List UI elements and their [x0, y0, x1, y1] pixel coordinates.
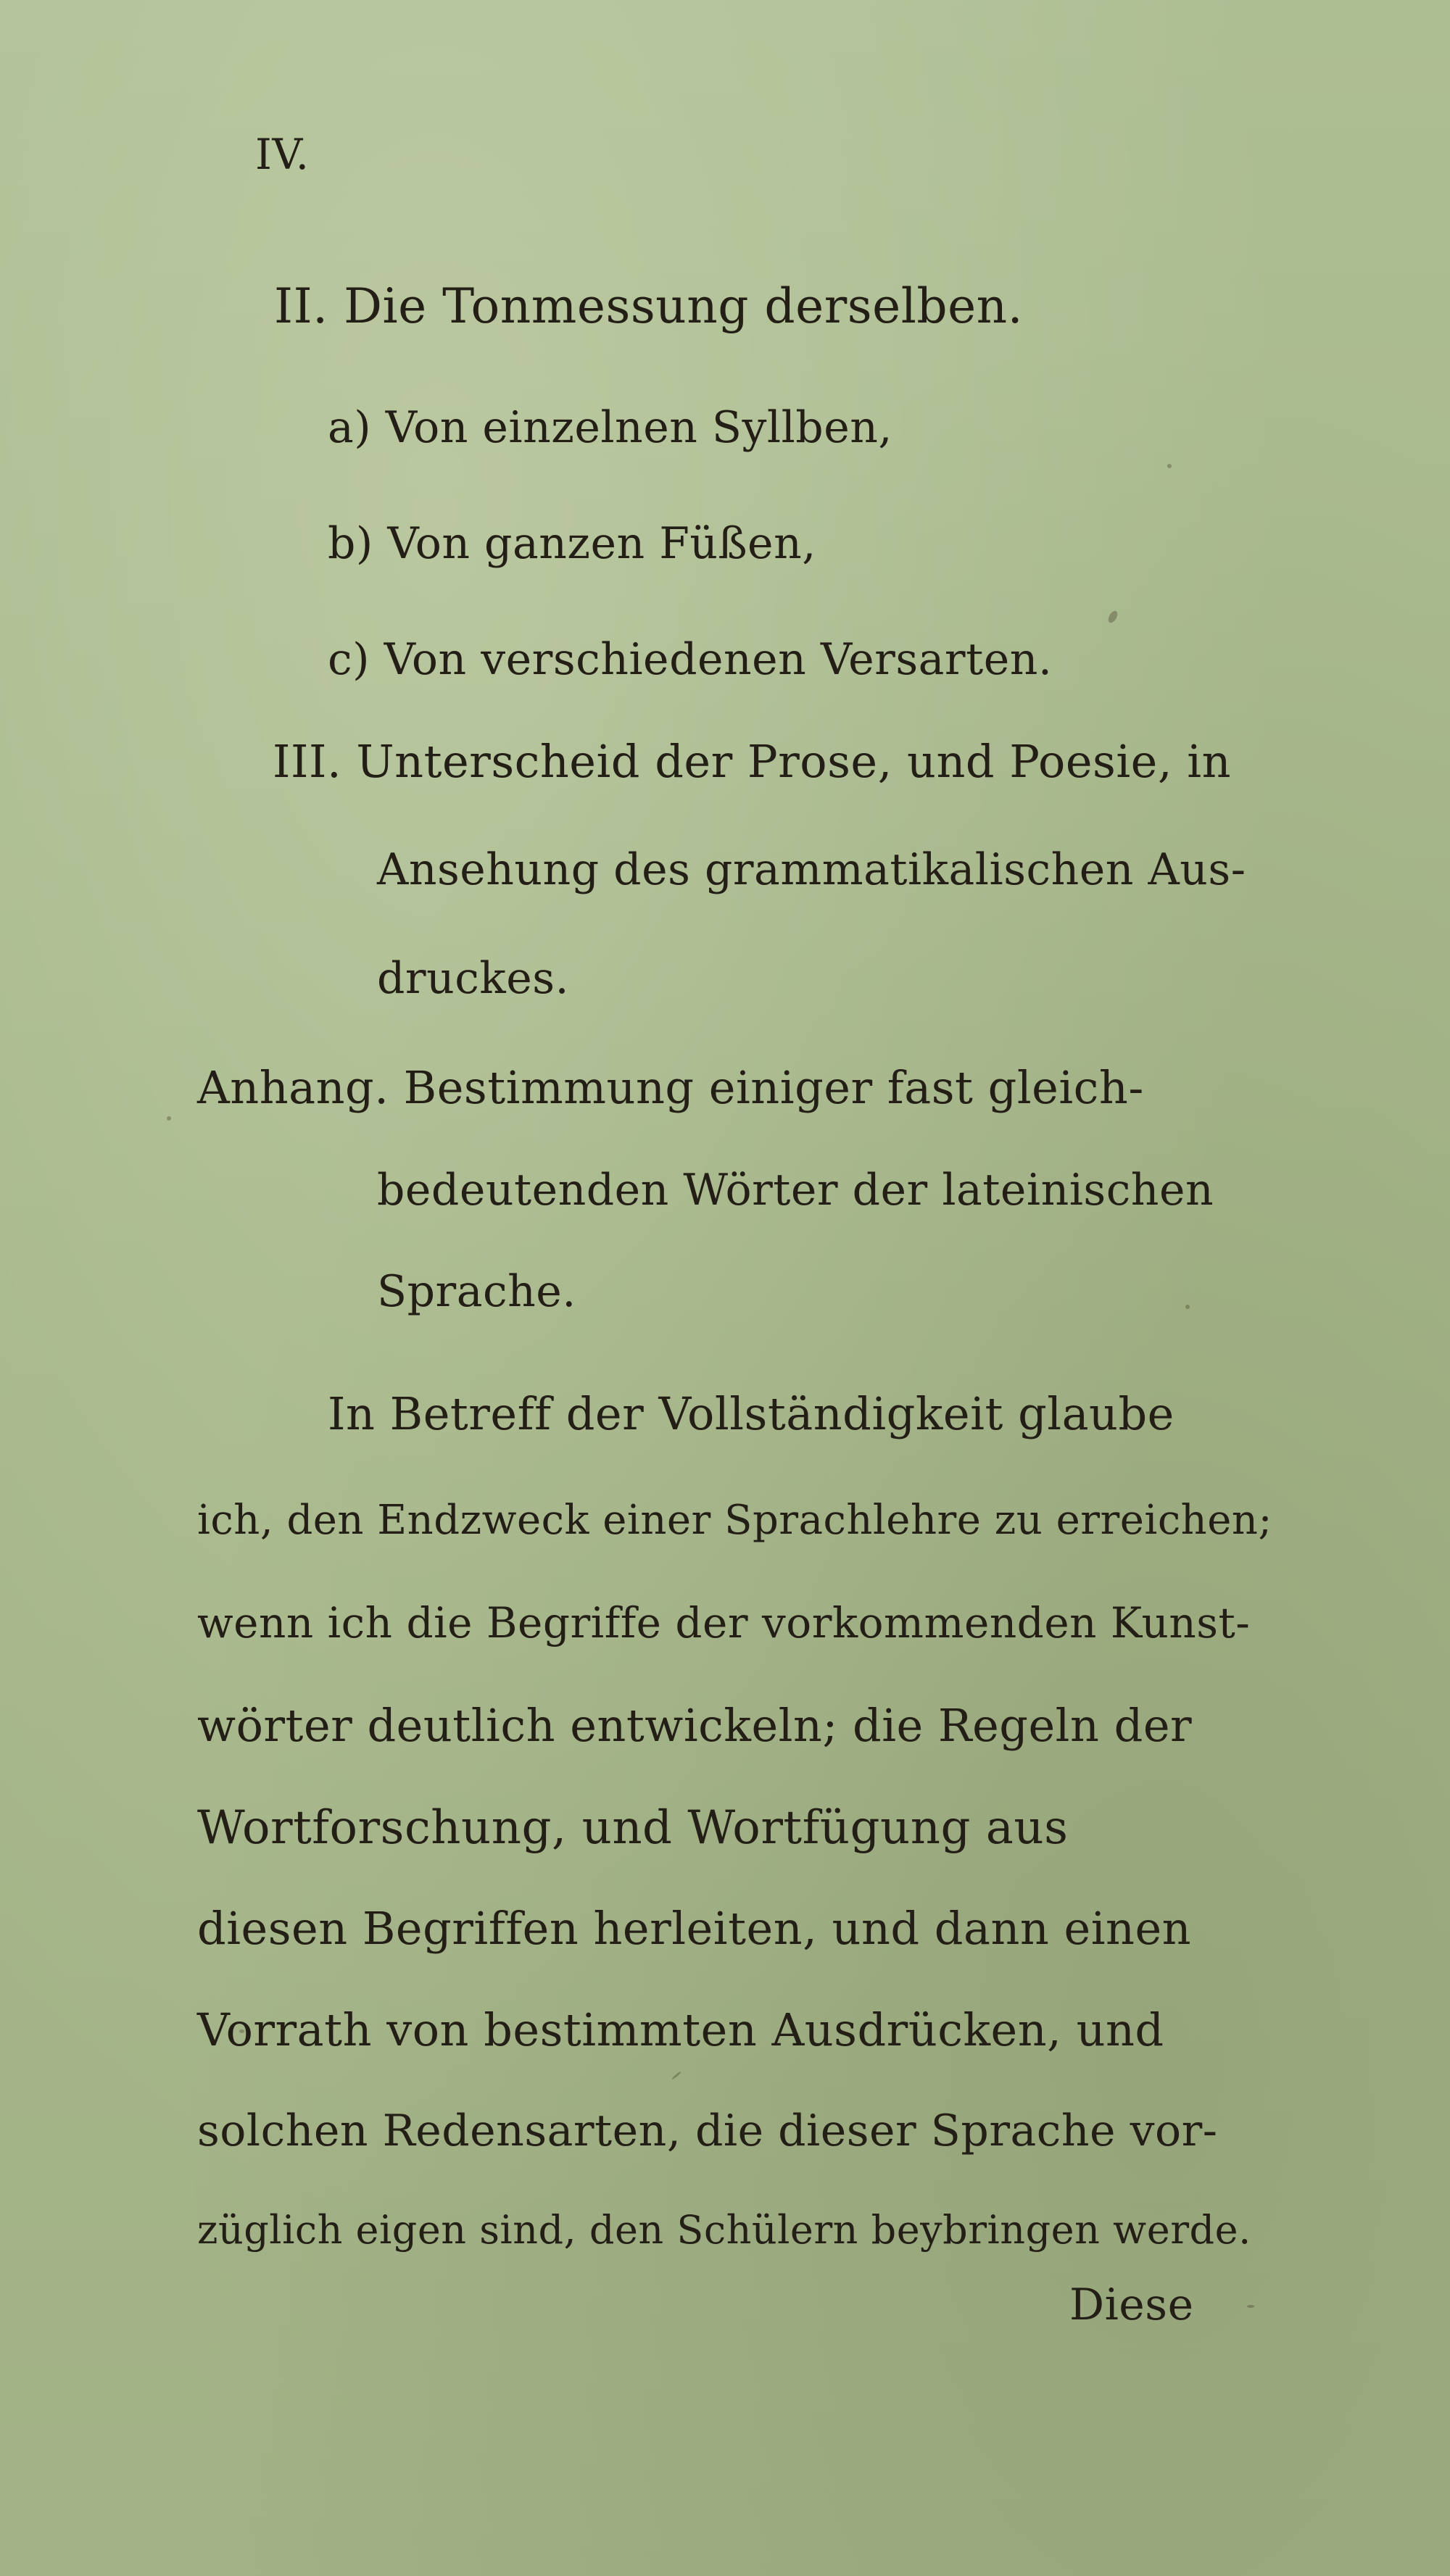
appendix-line-1: Anhang. Bestimmung einiger fast gleich-	[197, 1061, 1144, 1114]
paragraph-line-1: In Betreff der Vollständigkeit glaube	[328, 1387, 1174, 1440]
section-iii-line-1: III. Unterscheid der Prose, und Poesie, in	[273, 735, 1232, 788]
paper-speck	[671, 2071, 682, 2080]
paragraph-line-8: solchen Redensarten, die dieser Sprache vor-	[197, 2106, 1218, 2156]
paper-speck	[1106, 610, 1119, 625]
paper-speck	[1247, 2305, 1254, 2308]
paragraph-line-9: züglich eigen sind, den Schülern beybringen werde.	[197, 2207, 1251, 2253]
catchword: Diese	[1069, 2280, 1194, 2330]
section-ii-heading: II. Die Tonmessung derselben.	[274, 278, 1024, 334]
section-iii-line-3: druckes.	[377, 953, 570, 1004]
paragraph-line-4: wörter deutlich entwickeln; die Regeln der	[197, 1699, 1193, 1752]
paragraph-line-6: diesen Begriffen herleiten, und dann einen	[197, 1902, 1192, 1955]
page-number: IV.	[255, 130, 310, 179]
section-iii-line-2: Ansehung des grammatikalischen Aus-	[377, 844, 1246, 895]
paper-speck	[1167, 464, 1172, 468]
paragraph-line-5: Wortforschung, und Wortfügung aus	[197, 1801, 1069, 1855]
paper-speck	[167, 1116, 171, 1121]
section-ii-item-b: b) Von ganzen Füßen,	[328, 518, 816, 569]
appendix-line-3: Sprache.	[377, 1266, 576, 1317]
paragraph-line-2: ich, den Endzweck einer Sprachlehre zu erreichen;	[197, 1497, 1272, 1544]
appendix-line-2: bedeutenden Wörter der lateinischen	[377, 1165, 1214, 1216]
section-ii-item-c: c) Von verschiedenen Versarten.	[328, 634, 1053, 685]
paragraph-line-3: wenn ich die Begriffe der vorkommenden Kunst-	[197, 1598, 1251, 1648]
paper-speck	[239, 2029, 244, 2033]
paper-speck	[1185, 1305, 1190, 1309]
paragraph-line-7: Vorrath von bestimmten Ausdrücken, und	[197, 2003, 1164, 2056]
section-ii-item-a: a) Von einzelnen Syllben,	[328, 402, 892, 453]
